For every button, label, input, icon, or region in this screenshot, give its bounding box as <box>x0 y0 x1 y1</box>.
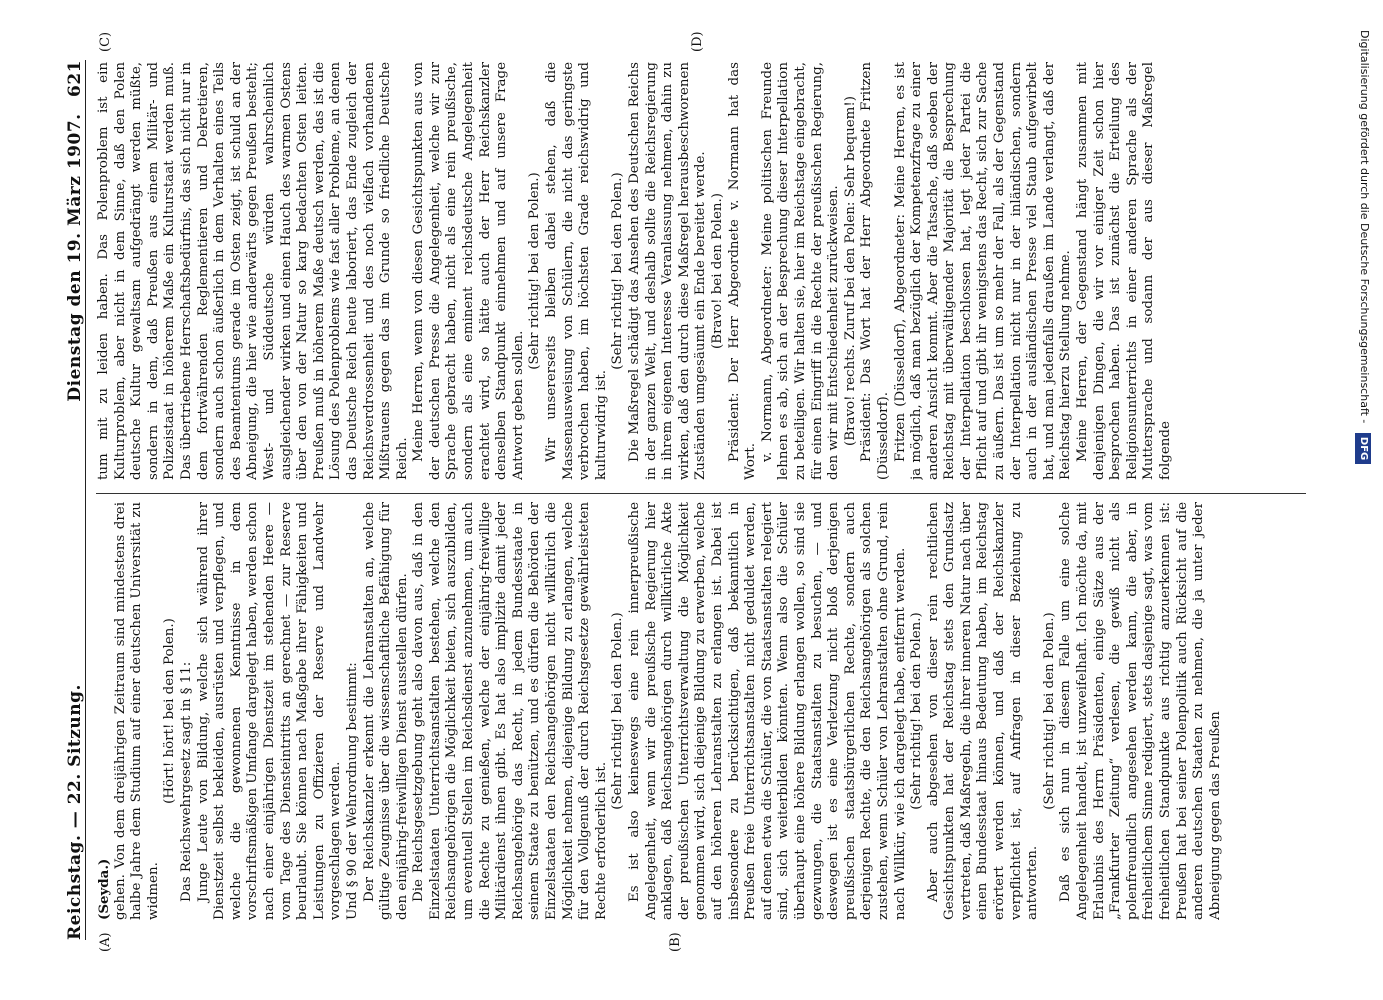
header-date: Dienstag den 19. März 1907. <box>65 113 85 402</box>
column-divider <box>96 493 1306 494</box>
paragraph: Das Reichswehrgesetz sagt in § 11: <box>178 661 194 902</box>
digitization-text <box>1352 30 1376 970</box>
paragraph: Daß es sich nun in diesem Falle um eine solche Angelegenheit handelt, ist unzweifelhaft. Ich möchte da, mit Erlaubnis des Herrn Präsidenten, einige Sätze aus der „Frankfurter Zeitung“ verlesen, die gewiß nicht als polenfreundlich angesehen werden kann, die aber, in freiheitlichem Sinne redigiert, stets dasjenige sagt, was vom freiheitlichen Standpunkte aus richtig anzuerkennen ist: Preußen hat bei seiner Polenpolitik auch Rücksicht auf die anderen deutschen Staaten zu nehmen, die ja unter jeder Abneigung gegen das Preußen <box>1058 502 1223 920</box>
interjection: (Hört! hört! bei den Polen.) <box>162 618 178 804</box>
funding-note: Digitalisierung gefördert durch die Deutsche Forschungsgemeinschaft - <box>1358 30 1371 424</box>
page-header <box>55 60 86 940</box>
interjection: (Sehr richtig! bei den Polen.) <box>909 612 925 810</box>
speaker-paragraph: v. Normann, Abgeordneter: Meine politischen Freunde lehnen es ab, sich an der Besprechung dieser Interpellation zu beteiligen. Wir halten sie, hier im Reichstage eingebracht, für einen Eingriff in die Rechte der preußischen Regierung, den wir mit Entschiedenheit zurückweisen. <box>759 62 842 480</box>
interjection: (Bravo! rechts. Zuruf bei den Polen: Sehr bequem!) <box>842 96 858 446</box>
interjection: (Sehr richtig! bei den Polen.) <box>1041 612 1057 810</box>
dfg-logo: DFG <box>1355 433 1371 464</box>
paragraph: Meine Herren, wenn von diesen Gesichtspunkten aus von der deutschen Presse die Angelegenheit, welche wir zur Sprache gebracht haben, nicht als eine rein preußische, sondern als eine eminent reichsdeutsche Angelegenheit erachtet wird, so hätte auch der Herr Reichskanzler denselben Standpunkt einnehmen und auf unsere Frage Antwort geben sollen. <box>411 62 526 480</box>
interjection: (Bravo! bei den Polen.) <box>709 193 725 349</box>
speaker-name: (Seyda.) <box>96 858 112 920</box>
digitization-note <box>1352 30 1376 970</box>
paragraph: Meine Herren, der Gegenstand hängt zusammen mit denjenigen Dingen, die wir vor einiger Zeit schon hier besprochen haben. Das ist zunächst die Erteilung des Religionsunterrichts in einer anderen Sprache als der Muttersprache und sodann der aus dieser Maßregel folgende <box>1075 62 1173 480</box>
paragraph: Und § 90 der Wehrordnung bestimmt: <box>344 662 360 920</box>
page-number: 621 <box>65 60 85 97</box>
paragraph: Die Maßregel schädigt das Ansehen des Deutschen Reichs in der ganzen Welt, und deshalb sollte die Reichsregierung in ihrem eigenen Interesse Veranlassung nehmen, dahin zu wirken, daß den durch diese Maßregel herausbeschworenen Zuständen umgesäumt ein Ende bereitet werde. <box>627 62 709 480</box>
quotation: Junge Leute von Bildung, welche sich während ihrer Dienstzeit selbst bekleiden, ausrüsten und verpflegen, und welche die gewonnenen Kenntnisse in dem vorschriftsmäßigen Umfange dargelegt haben, werden schon nach einer einjährigen Dienstzeit im stehenden Heere — vom Tage des Diensteintritts an gerechnet — zur Reserve beurlaubt. Sie können nach Maßgabe ihrer Fähigkeiten und Leistungen zu Offizieren der Reserve und Landwehr vorgeschlagen werden. <box>195 502 344 920</box>
speaker-paragraph: Präsident: Der Herr Abgeordnete v. Normann hat das Wort. <box>726 62 759 480</box>
interjection: (Sehr richtig! bei den Polen.) <box>610 172 626 370</box>
right-column <box>96 62 1296 480</box>
margin-marker-b: (B) <box>668 932 683 952</box>
paragraph: Es ist also keineswegs eine rein innerpreußische Angelegenheit, wenn wir die preußische Regierung hier anklagen, daß Reichsangehörigen durch willkürliche Akte der preußischen Unterrichtsverwaltung die Möglichkeit genommen wird, sich diejenige Bildung zu erwerben, welche auf den höheren Lehranstalten zu erlangen ist. Dabei ist insbesondere zu berücksichtigen, daß bekanntlich in Preußen freie Unterrichtsanstalten nicht geduldet werden, auf denen etwa die Schüler, die von Staatsanstalten relegiert sind, sich weiterbilden könnten. Wenn also die Schüler überhaupt eine höhere Bildung erlangen wollen, so sind sie gezwungen, die Staatsanstalten zu besuchen, — und deswegen ist es eine Verletzung nicht bloß derjenigen preußischen staatsbürgerlichen Rechte, sondern auch derjenigen Rechte, die den Reichsangehörigen als solchen zustehen, wenn Schüler von Lehranstalten ohne Grund, rein nach Willkür, wie ich dargelegt habe, entfernt werden. <box>627 502 908 920</box>
paragraph: gehen. Von dem dreijährigen Zeitraum sind mindestens drei halbe Jahre dem Studium auf einer deutschen Universität zu widmen. <box>112 502 161 920</box>
quotation: Der Reichskanzler erkennt die Lehranstalten an, welche gültige Zeugnisse über die wissenschaftliche Befähigung für den einjährig-freiwilligen Dienst ausstellen dürfen. <box>361 502 410 920</box>
margin-marker-c: (C) <box>98 31 113 52</box>
header-right <box>65 60 85 402</box>
speaker-paragraph: Präsident: Das Wort hat der Herr Abgeordnete Fritzen (Düsseldorf). <box>859 62 891 480</box>
speaker-paragraph: Fritzen (Düsseldorf), Abgeordneter: Meine Herren, es ist ja möglich, daß man bezüglich der Kompetenzfrage zu einer anderen Ansicht kommt. Aber die Tatsache, daß soeben der Reichstag mit überwältigender Majorität die Besprechung der Interpellation beschlossen hat, legt jeder Partei die Pflicht auf und gibt ihr wenigstens das Recht, sich zur Sache zu äußern. Das ist um so mehr der Fall, als der Gegenstand der Interpellation nicht nur in der inländischen, sondern auch in der ausländischen Presse viel Staub aufgewirbelt hat, und man jedenfalls draußen im Lande verlangt, daß der Reichstag hierzu Stellung nehme. <box>892 62 1074 480</box>
interjection: (Sehr richtig! bei den Polen.) <box>610 612 626 810</box>
margin-marker-d: (D) <box>690 31 705 52</box>
paragraph: Wir unsererseits bleiben dabei stehen, daß die Massenausweisung von Schülern, die nicht das geringste verbrochen haben, im höchsten Grade reichswidrig und kulturwidrig ist. <box>544 62 609 480</box>
interjection: (Sehr richtig! bei den Polen.) <box>527 172 543 370</box>
paragraph: Die Reichsgesetzgebung geht also davon aus, daß in den Einzelstaaten Unterrichtsanstalten bestehen, welche den Reichsangehörigen die Möglichkeit bieten, sich auszubilden, um eventuell Stellen im Reichsdienst anzunehmen, um auch die Rechte zu genießen, welche der einjährig-freiwillige Militärdienst ihnen gibt. Es hat also implizite damit jeder Reichsangehörige das Recht, in jedem Bundesstaate in seinem Staate zu benützen, und es dürfen die Behörden der Einzelstaaten den Reichsangehörigen nicht willkürlich die Möglichkeit nehmen, diejenige Bildung zu erlangen, welche für den Vollgenuß der durch Reichsgesetze gewährleisteten Rechte erforderlich ist. <box>411 502 609 920</box>
header-left: Reichstag. — 22. Sitzung. <box>65 684 85 940</box>
left-column <box>96 502 1296 920</box>
paragraph: tum mit zu leiden haben. Das Polenproblem ist ein Kulturproblem, aber nicht in dem Sinne, daß den Polen deutsche Kultur gewaltsam aufgedrängt werden müßte, sondern in dem, daß Preußen aus einem Militär- und Polizeistaat in höherem Maße ein Kulturstaat werden muß. Das übertriebene Herrschaftsbedürfnis, das sich nicht nur in dem fortwährenden Reglementieren und Dekretieren, sondern auch schon äußerlich in dem Verhalten eines Teils des Beamtentums gerade im Osten zeigt, ist schuld an der Abneigung, die hier wie anderwärts gegen Preußen besteht; West- und Süddeutsche würden wahrscheinlich ausgleichender wirken und einen Hauch des warmen Ostens über den von der Natur so karg bedachten Osten leiten. Preußen muß in höherem Maße deutsch werden, das ist die Lösung des Polenproblems wie fast aller Probleme, an denen das Deutsche Reich heute laboriert, das Ende zugleich der Reichsverdrossenheit und des noch vielfach vorhandenen Mißtrauens gegen das im Grunde so friedliche Deutsche Reich. <box>96 62 410 480</box>
margin-marker-a: (A) <box>98 932 113 952</box>
paragraph: Aber auch abgesehen von dieser rein rechtlichen Gesichtspunkten hat der Reichstag stets den Grundsatz vertreten, daß Maßregeln, die ihrer inneren Natur nach über einen Bundesstaat hinaus Bedeutung haben, im Reichstag erörtert werden können, und daß der Reichskanzler verpflichtet ist, auf Anfragen in dieser Beziehung zu antworten. <box>925 502 1041 920</box>
